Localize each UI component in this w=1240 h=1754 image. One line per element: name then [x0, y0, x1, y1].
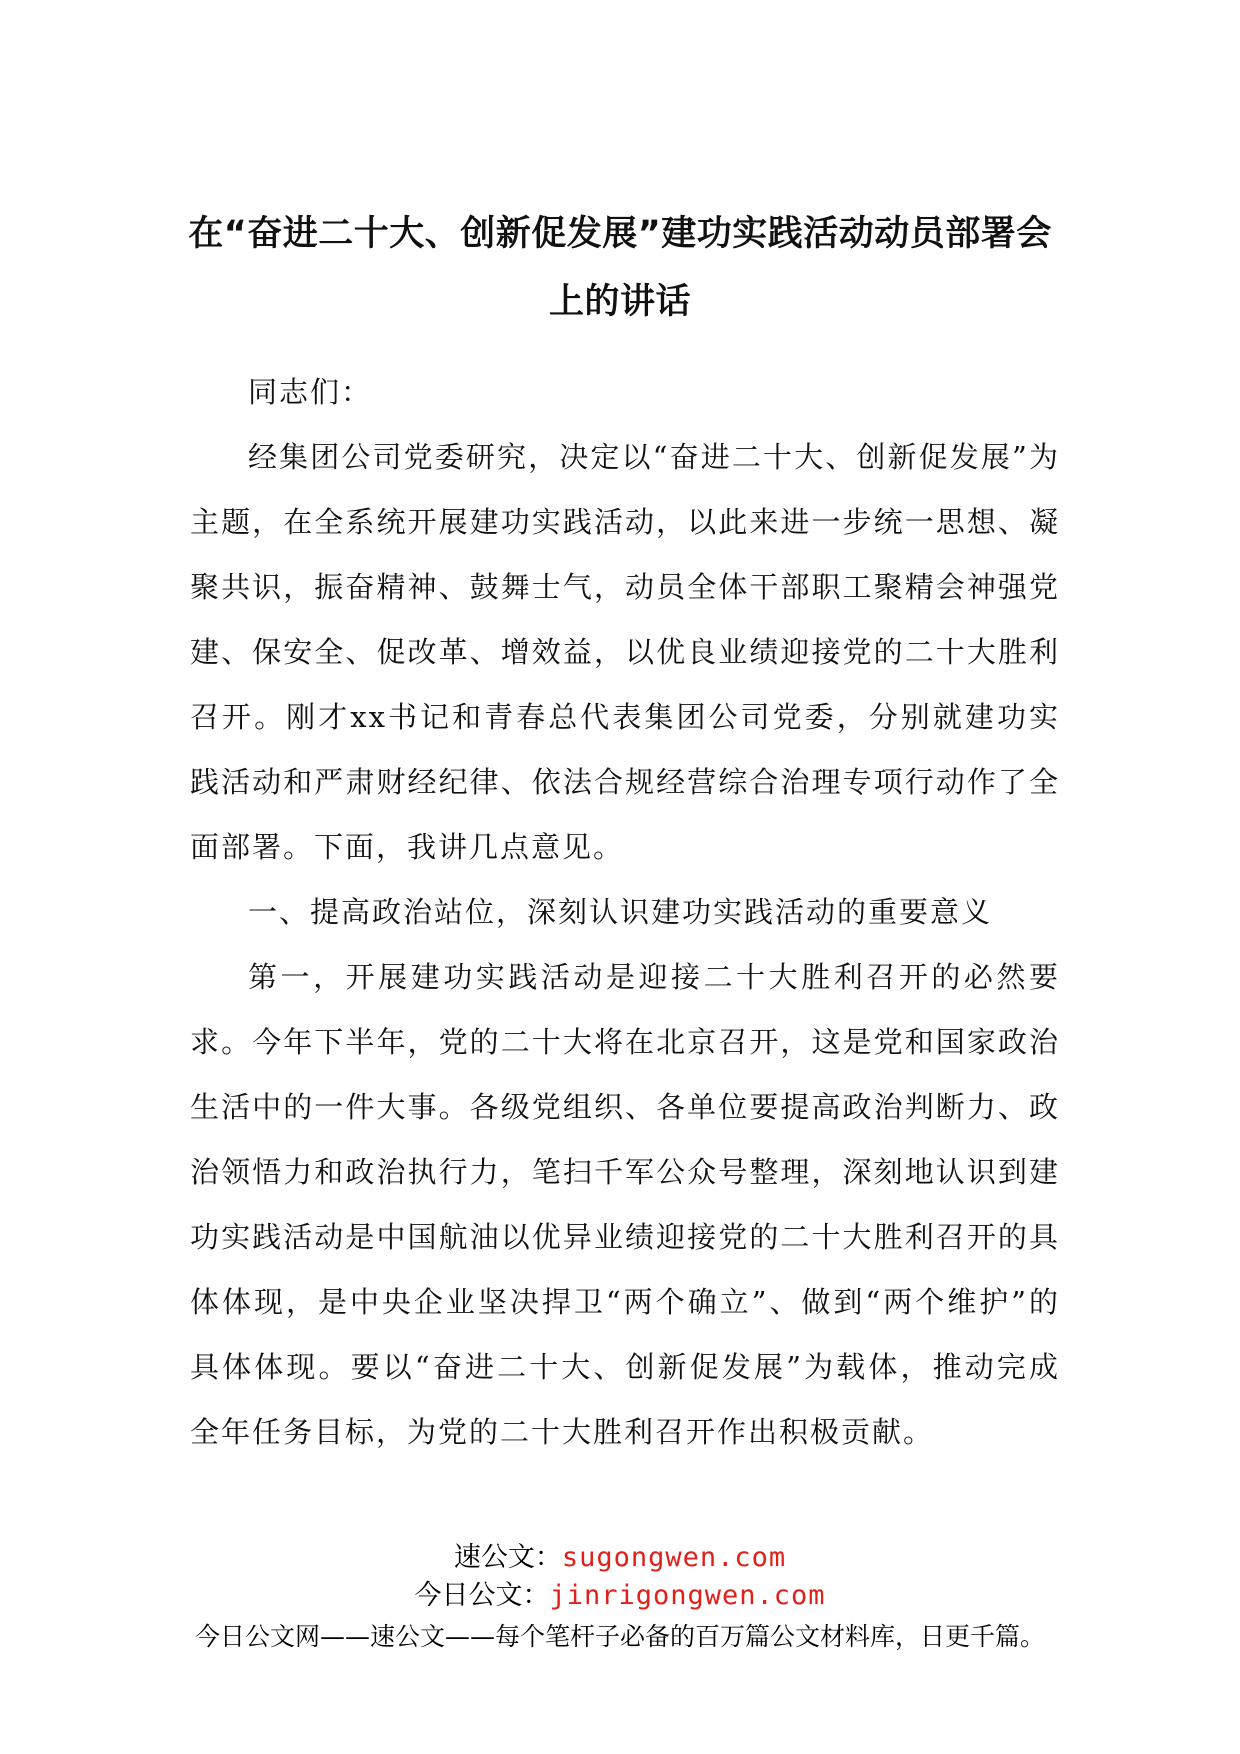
footer-link-jinrigongwen[interactable]: jinrigongwen.com [549, 1580, 826, 1611]
paragraph-first-point: 第一，开展建功实践活动是迎接二十大胜利召开的必然要求。今年下半年，党的二十大将在北京召开，这是党和国家政治生活中的一件大事。各级党组织、各单位要提高政治判断力、政治领悟力和政治执行力，笔扫千军公众号整理，深刻地认识到建功实践活动是中国航油以优异业绩迎接党的二十大胜利召开的具体体现，是中央企业坚决捍卫“两个确立”、做到“两个维护”的具体体现。要以“奋进二十大、创新促发展”为载体，推动完成全年任务目标，为党的二十大胜利召开作出积极贡献。 [190, 960, 1060, 1449]
footer-jinrigongwen [0, 1578, 1240, 1614]
salutation: 同志们： [248, 375, 373, 409]
footer-link-sugongwen[interactable]: sugongwen.com [561, 1542, 787, 1573]
footer-label-jinrigongwen: 今日公文： [414, 1580, 550, 1611]
document-title [180, 200, 1060, 336]
footer-label-sugongwen: 速公文： [453, 1542, 562, 1573]
section-heading-1: 一、提高政治站位，深刻认识建功实践活动的重要意义 [248, 895, 993, 929]
title-line-2: 上的讲话 [548, 282, 691, 322]
title-line-1: 在“奋进二十大、创新促发展”建功实践活动动员部署会 [188, 214, 1052, 254]
footer-tagline: 今日公文网——速公文——每个笔杆子必备的百万篇公文材料库，日更千篇。 [194, 1622, 1045, 1651]
paragraph-intro: 经集团公司党委研究，决定以“奋进二十大、创新促发展”为主题，在全系统开展建功实践活动，以此来进一步统一思想、凝聚共识，振奋精神、鼓舞士气，动员全体干部职工聚精会神强党建、保安全、促改革、增效益，以优良业绩迎接党的二十大胜利召开。刚才xx书记和青春总代表集团公司党委，分别就建功实践活动和严肃财经纪律、依法合规经营综合治理专项行动作了全面部署。下面，我讲几点意见。 [190, 440, 1060, 864]
footer-sugongwen [0, 1540, 1240, 1576]
document-body [190, 360, 1060, 1465]
